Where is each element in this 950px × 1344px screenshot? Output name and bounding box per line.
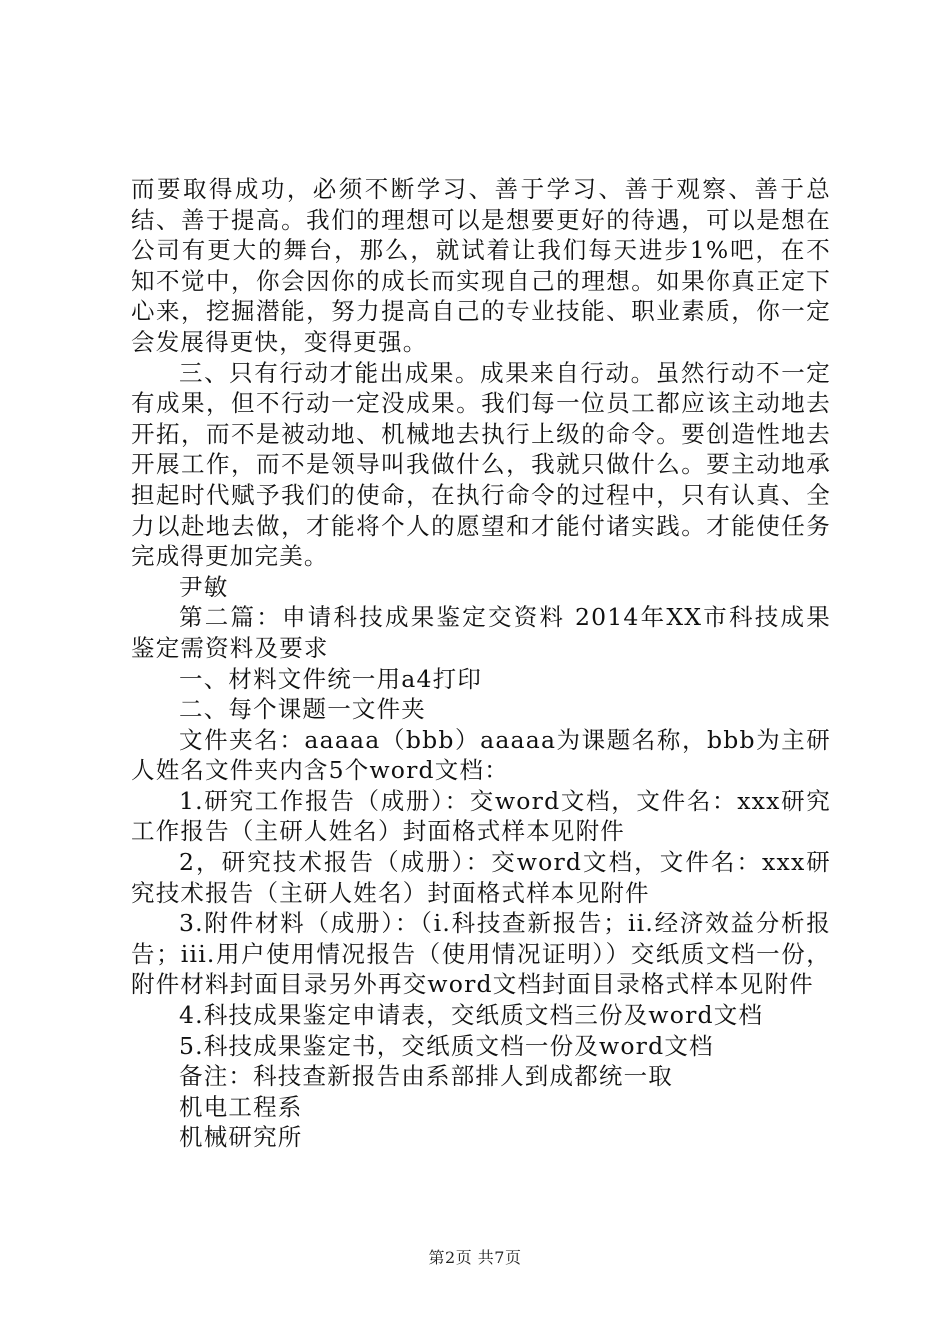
requirement-item: 二、每个课题一文件夹: [179, 695, 426, 724]
document-body: [131, 174, 831, 1153]
department-name: 机电工程系: [179, 1092, 303, 1121]
document-list-item: 3.附件材料（成册）：（i.科技查新报告；ii.经济效益分析报告；iii.用户使用情况报告（使用情况证明））交纸质文档一份，附件材料封面目录另外再交word文档封面目录格式样本见附件: [131, 909, 831, 999]
document-list-item: 1.研究工作报告（成册）：交word文档，文件名：xxx研究工作报告（主研人姓名）封面格式样本见附件: [131, 786, 831, 846]
document-list-item: 2，研究技术报告（成册）：交word文档，文件名：xxx研究技术报告（主研人姓名）封面格式样本见附件: [131, 848, 831, 907]
page-footer: 第2页 共7页: [428, 1248, 522, 1267]
remark-note: 备注：科技查新报告由系部排人到成都统一取: [179, 1062, 673, 1091]
paragraph-continuation: 而要取得成功，必须不断学习、善于学习、善于观察、善于总结、善于提高。我们的理想可以是想要更好的待遇，可以是想在公司有更大的舞台，那么，就试着让我们每天进步1%吧，在不知不觉中，你会因你的成长而实现自己的理想。如果你真正定下心来，挖掘潜能，努力提高自己的专业技能、职业素质，你一定会发展得更快，变得更强。: [131, 175, 831, 356]
chapter-heading: 第二篇：申请科技成果鉴定交资料 2014年XX市科技成果鉴定需资料及要求: [131, 603, 831, 662]
institute-name: 机械研究所: [179, 1123, 303, 1152]
folder-naming-rule: 文件夹名：aaaaa（bbb）aaaaa为课题名称，bbb为主研人姓名文件夹内含5个word文档：: [131, 725, 831, 785]
requirement-item: 一、材料文件统一用a4打印: [179, 664, 483, 693]
document-list-item: 5.科技成果鉴定书，交纸质文档一份及word文档: [179, 1031, 714, 1060]
document-list-item: 4.科技成果鉴定申请表，交纸质文档三份及word文档: [179, 1001, 764, 1030]
author-signature: 尹敏: [179, 572, 229, 601]
paragraph-section-three: 三、只有行动才能出成果。成果来自行动。虽然行动不一定有成果，但不行动一定没成果。我们每一位员工都应该主动地去开拓，而不是被动地、机械地去执行上级的命令。要创造性地去开展工作，而不是领导叫我做什么，我就只做什么。要主动地承担起时代赋予我们的使命，在执行命令的过程中，只有认真、全力以赴地去做，才能将个人的愿望和才能付诸实践。才能使任务完成得更加完美。: [131, 358, 831, 571]
